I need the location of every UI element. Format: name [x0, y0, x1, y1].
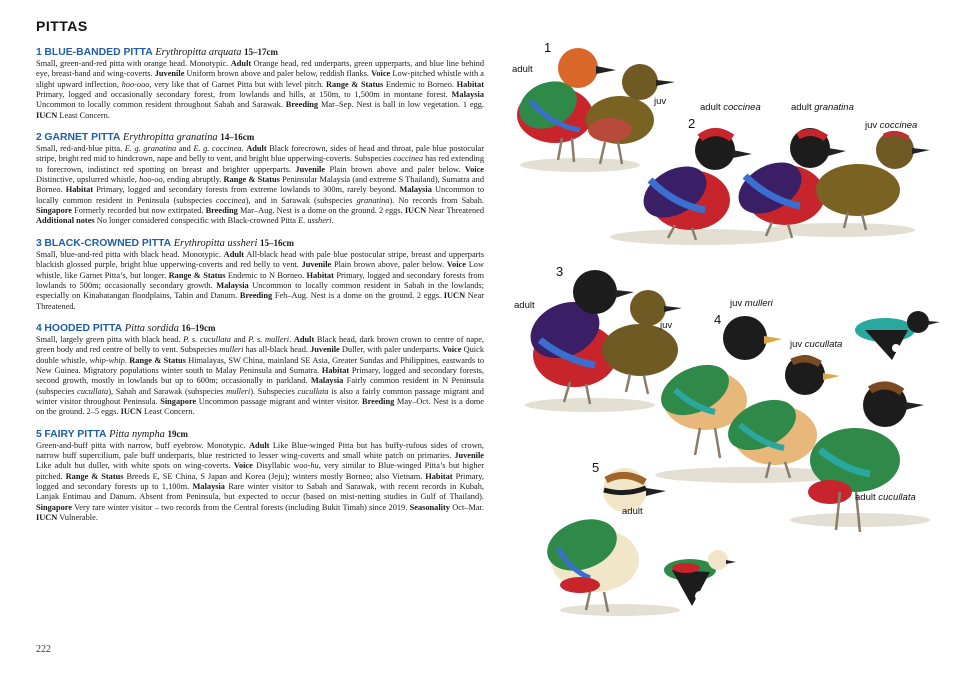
- label-text: adult: [855, 492, 876, 503]
- species-size: 15–17cm: [244, 47, 279, 57]
- species-description: Green-and-buff pitta with narrow, buff eyebrow. Monotypic. Adult Like Blue-winged Pitta but has buffy-rufous sides of crown, narrow buff supercilium, pale buff underparts, blue restricted to lesser wing-coverts and small white patch on primaries. Juvenile Like adult but duller, with white spots on wing-coverts. Voice Disyllabic woo-hu, very similar to Blue-winged Pitta’s but higher pitched. Range & Status Breeds E, SE China, S Japan and Korea (Jeju); winters mostly Borneo; also Vietnam. Habitat Primary, logged and secondary forests up to 1,100m. Malaysia Rare winter visitor to Sabah and Sarawak, with recent records in Kubah, Lanjak Entimau and Danum. Absent from Peninsula, but expected to occur (based on mist-netting studies in Gulf of Thailand). Singapore Very rare winter visitor – two records from the Central forests (including Bukit Timah) since 2019. Seasonality Oct–Mar. IUCN Vulnerable.: [36, 440, 485, 523]
- species-size: 15–16cm: [260, 237, 295, 248]
- page-number: 222: [36, 644, 51, 655]
- bird-hooded-adult-cucullata: [808, 383, 924, 532]
- bird-garnet-adult-coccinea: [635, 130, 752, 240]
- label-p2-juv-coccinea: [865, 120, 917, 131]
- species-description: Small, red-and-blue pitta. E. g. granatina and E. g. coccinea. Adult Black forecrown, sides of head and throat, pale blue postocular stripe, bright red mid to hindcrown, nape and belly to vent, and bright blue upperwing-coverts. Subspecies coccinea has red extending to forecrown, indistinct red spotting on breast and brighter upperparts. Juvenile Plain brown above and paler below. Voice Distinctive, upslurred whistle, hoo-oo, ending abruptly. Range & Status Peninsular Malaysia (and extreme S Thailand), Sumatra and Borneo. Habitat Primary, logged and secondary forests from extreme lowlands to 300m, rarely beyond. Malaysia Uncommon to locally common resident in Peninsula (subspecies coccinea), and in Sarawak (subspecies granatina). No records from Sabah. Singapore Formerly recorded but now extirpated. Breeding Mar–Aug. Nest is a dome on the ground. 2 eggs. IUCN Near Threatened Additional notes No longer considered conspecific with Black-crowned Pitta E. ussheri.: [36, 144, 485, 226]
- species-heading: [36, 428, 484, 441]
- label-subspecies: mulleri: [744, 298, 773, 309]
- bird-hooded-flying: [855, 311, 940, 360]
- label-text: adult: [700, 102, 721, 113]
- species-size: 19cm: [167, 428, 188, 439]
- illustration-plate: [500, 30, 955, 650]
- species-entry: [36, 131, 484, 227]
- label-p4-juv-mulleri: [730, 298, 773, 309]
- label-p3-adult: adult: [514, 300, 535, 311]
- label-p2-adult-granatina: [791, 102, 854, 113]
- label-p4-juv-cucullata: [790, 339, 842, 350]
- species-number: 5: [36, 428, 42, 440]
- label-subspecies: granatina: [814, 102, 854, 113]
- species-heading: [36, 46, 484, 59]
- page-title: PITTAS: [36, 18, 88, 34]
- bird-garnet-juvenile-coccinea: [816, 131, 930, 230]
- label-p2-adult-coccinea: [700, 102, 761, 113]
- label-subspecies: coccinea: [879, 120, 918, 131]
- plate-number-5: 5: [592, 460, 600, 475]
- label-p3-juv: juv: [660, 320, 673, 331]
- species-scientific-name: Pitta nympha: [109, 428, 165, 440]
- bird-fairy-flying: [664, 550, 736, 606]
- species-size: 14–16cm: [220, 132, 255, 143]
- species-number: 4: [36, 322, 42, 334]
- species-heading: [36, 131, 484, 144]
- species-common-name: HOODED PITTA: [44, 322, 123, 334]
- species-number: 3: [36, 237, 42, 249]
- species-common-name: GARNET PITTA: [44, 132, 121, 144]
- species-text-column: [36, 46, 484, 533]
- plate-number-4: 4: [714, 312, 722, 327]
- species-description: Small, green-and-red pitta with orange head. Monotypic. Adult Orange head, red underparts, green upperparts, and blue line behind eye, breast-band and wing-coverts. Juvenile Uniform brown above and paler below, reddish flanks. Voice Low-pitched whistle with a slight upward inflection, hoo-ooo, very like that of Garnet Pitta but with level pitch. Range & Status Endemic to Borneo. Habitat Primary, logged and occasionally secondary forest, from lowlands and hills, at 150m, to 1,500m in montane forest. Malaysia Uncommon to locally common resident throughout Sabah and Sarawak. Breeding Mar–Sep. Nest is ball in low vegetation. 1 egg. IUCN Least Concern.: [36, 59, 485, 120]
- species-scientific-name: Erythropitta granatina: [123, 132, 218, 144]
- plate-number-1: 1: [544, 40, 552, 55]
- label-subspecies: coccinea: [723, 102, 761, 113]
- species-heading: [36, 322, 484, 335]
- species-entry: [36, 46, 484, 121]
- species-entry: [36, 322, 484, 418]
- label-subspecies: cucullata: [804, 339, 843, 350]
- species-common-name: BLACK-CROWNED PITTA: [44, 237, 172, 249]
- species-description: Small, blue-and-red pitta with black head. Monotypic. Adult All-black head with pale blue postocular stripe, breast and upperparts blackish glossed purple, bright blue upperwing-coverts and red belly to vent. Juvenile Plain brown above, paler below. Voice Low whistle, like Garnet Pitta’s, but longer. Range & Status Endemic to N Borneo. Habitat Primary, logged and secondary forests from lowlands to 500m; occasionally secondary growth. Malaysia Uncommon to locally common resident in Sabah in the lowlands; especially on Kinabatangan floodplains, Tabin and Danum. Breeding Feb–Aug. Nest is a dome on the ground. 2 eggs. IUCN Near Threatened.: [36, 249, 485, 311]
- bird-blue-banded-juvenile: [586, 64, 675, 164]
- plate-number-3: 3: [556, 264, 564, 279]
- species-number: 1: [36, 47, 42, 58]
- label-p1-juv: juv: [654, 96, 667, 107]
- species-common-name: FAIRY PITTA: [44, 428, 107, 440]
- label-text: adult: [791, 102, 812, 113]
- label-text: juv: [730, 298, 743, 309]
- species-entry: [36, 428, 484, 524]
- label-subspecies: cucullata: [878, 492, 916, 503]
- label-text: juv: [790, 339, 803, 350]
- plate-number-2: 2: [688, 116, 696, 131]
- bird-fairy-adult: [540, 468, 666, 612]
- label-p4-adult-cucullata: [855, 492, 916, 503]
- label-p1-adult: adult: [512, 64, 533, 75]
- species-size: 16–19cm: [181, 322, 216, 333]
- species-scientific-name: Erythropitta arquata: [155, 47, 242, 58]
- species-entry: [36, 237, 484, 312]
- species-number: 2: [36, 132, 42, 144]
- species-common-name: BLUE-BANDED PITTA: [44, 47, 153, 58]
- species-scientific-name: Pitta sordida: [124, 322, 179, 334]
- bird-black-crowned-juvenile: [602, 290, 682, 394]
- species-scientific-name: Erythropitta ussheri: [173, 237, 258, 249]
- label-p5-adult: adult: [622, 506, 643, 517]
- species-description: Small, largely green pitta with black head. P. s. cucullata and P. s. mulleri. Adult Black head, dark brown crown to centre of nape, green body and red centre of belly to vent. Subspecies mulleri has all-black head. Juvenile Duller, with paler underparts. Voice Quick double whistle, whip-whip. Range & Status Himalayas, SW China, mainland SE Asia, Greater Sundas and Philippines, eastwards to New Guinea. Migratory populations winter south to Malay Peninsula and Sumatra. Habitat Primary, logged and secondary forests, second growth, mostly in lowlands but up to 600m; occasionally in parkland. Malaysia Fairly common resident in N Peninsula (subspecies cucullata), Sabah and Sarawak (subspecies mulleri). Subspecies cucullata is also a fairly common passage migrant and winter visitor throughout Peninsula. Singapore Uncommon passage migrant and winter visitor. Breeding May–Oct. Nest is a dome on the ground. 2–5 eggs. IUCN Least Concern.: [36, 334, 485, 417]
- species-heading: [36, 237, 484, 250]
- label-text: juv: [865, 120, 878, 131]
